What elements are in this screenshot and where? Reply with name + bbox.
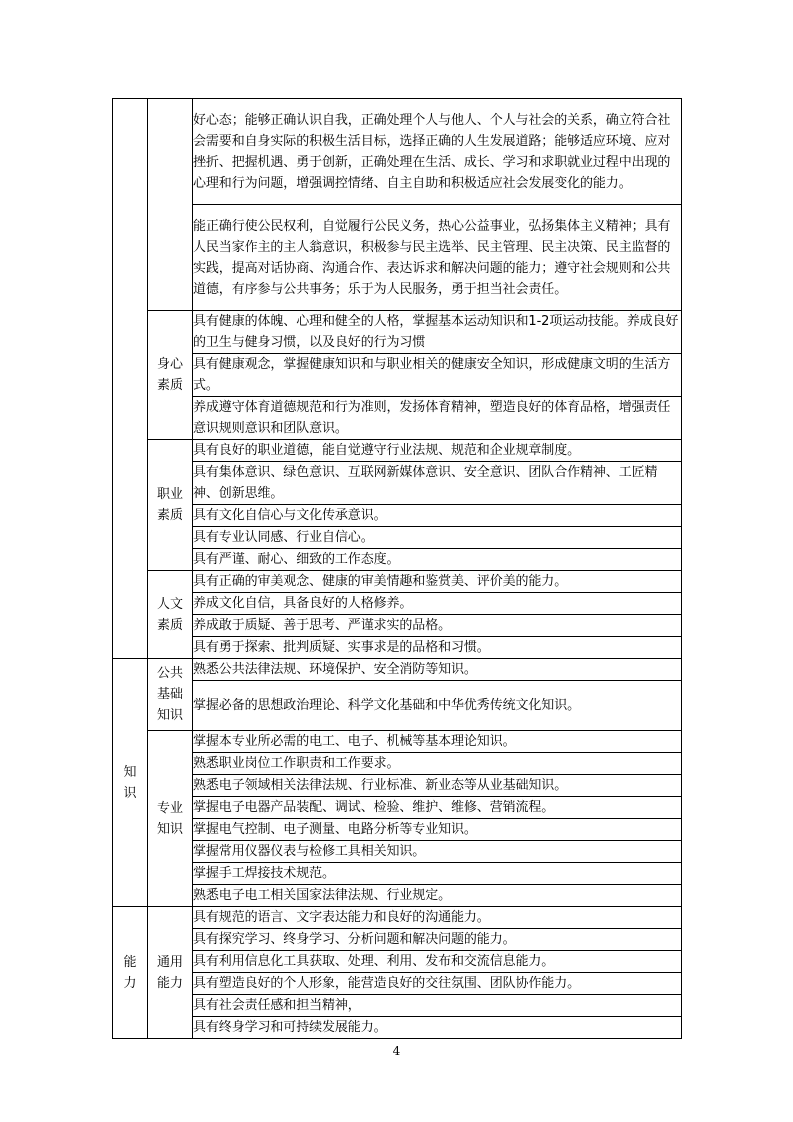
item-cell: 掌握本专业所必需的电工、电子、机械等基本理论知识。 bbox=[193, 731, 682, 753]
subcategory-cell-continued bbox=[148, 99, 193, 311]
table-row bbox=[113, 549, 682, 571]
item-cell: 具有正确的审美观念、健康的审美情趣和鉴赏美、评价美的能力。 bbox=[193, 571, 682, 593]
table-row bbox=[113, 907, 682, 929]
item-cell: 掌握必备的思想政治理论、科学文化基础和中华优秀传统文化知识。 bbox=[193, 681, 682, 731]
item-cell: 好心态；能够正确认识自我，正确处理个人与他人、个人与社会的关系，确立符合社会需要和自身实际的积极生活目标，选择正确的人生发展道路；能够适应环境、应对挫折、把握机遇、勇于创新，正确处理在生活、成长、学习和求职就业过程中出现的心理和行为问题，增强调控情绪、自主自助和积极适应社会发展变化的能力。 bbox=[193, 99, 682, 205]
item-cell: 具有良好的职业道德，能自觉遵守行业法规、规范和企业规章制度。 bbox=[193, 440, 682, 462]
table-row bbox=[113, 571, 682, 593]
subcategory-cell-professional-quality bbox=[148, 440, 193, 571]
table-row bbox=[113, 354, 682, 397]
table-row bbox=[113, 205, 682, 311]
item-cell: 具有健康的体魄、心理和健全的人格，掌握基本运动知识和1-2项运动技能。养成良好的卫生与健身习惯，以及良好的行为习惯 bbox=[193, 311, 682, 354]
subcategory-label: 职业素质 bbox=[157, 487, 184, 523]
item-cell: 熟悉公共法律法规、环境保护、安全消防等知识。 bbox=[193, 659, 682, 681]
table-row bbox=[113, 929, 682, 951]
item-cell: 具有勇于探索、批判质疑、实事求是的品格和习惯。 bbox=[193, 637, 682, 659]
item-cell: 具有社会责任感和担当精神， bbox=[193, 995, 682, 1017]
table-row bbox=[113, 1017, 682, 1039]
item-cell: 具有健康观念，掌握健康知识和与职业相关的健康安全知识，形成健康文明的生活方式。 bbox=[193, 354, 682, 397]
table-row bbox=[113, 731, 682, 753]
item-cell: 掌握常用仪器仪表与检修工具相关知识。 bbox=[193, 841, 682, 863]
subcategory-label: 身心素质 bbox=[157, 357, 184, 393]
table-row bbox=[113, 505, 682, 527]
item-cell: 养成文化自信，具备良好的人格修养。 bbox=[193, 593, 682, 615]
item-cell: 具有塑造良好的个人形象，能营造良好的交往氛围、团队协作能力。 bbox=[193, 973, 682, 995]
table-row bbox=[113, 615, 682, 637]
table-row bbox=[113, 593, 682, 615]
category-cell-quality bbox=[113, 99, 148, 659]
table-row bbox=[113, 775, 682, 797]
item-cell: 熟悉电子电工相关国家法律法规、行业规定。 bbox=[193, 885, 682, 907]
subcategory-cell-physical-quality bbox=[148, 311, 193, 440]
subcategory-cell-humanities-quality bbox=[148, 571, 193, 659]
table-row bbox=[113, 462, 682, 505]
subcategory-cell-general-ability bbox=[148, 907, 193, 1039]
item-cell: 具有终身学习和可持续发展能力。 bbox=[193, 1017, 682, 1039]
subcategory-cell-professional-knowledge bbox=[148, 731, 193, 907]
table-row bbox=[113, 995, 682, 1017]
category-label: 知识 bbox=[123, 764, 137, 801]
table-row bbox=[113, 951, 682, 973]
table-row bbox=[113, 841, 682, 863]
page-number: 4 bbox=[392, 1044, 401, 1058]
item-cell: 具有规范的语言、文字表达能力和良好的沟通能力。 bbox=[193, 907, 682, 929]
table-row bbox=[113, 819, 682, 841]
table-row bbox=[113, 753, 682, 775]
table-row bbox=[113, 885, 682, 907]
item-cell: 具有利用信息化工具获取、处理、利用、发布和交流信息能力。 bbox=[193, 951, 682, 973]
category-label: 能力 bbox=[123, 954, 137, 991]
category-cell-ability bbox=[113, 907, 148, 1039]
requirements-table bbox=[112, 98, 682, 1039]
item-cell: 熟悉电子领域相关法律法规、行业标准、新业态等从业基础知识。 bbox=[193, 775, 682, 797]
table-row bbox=[113, 863, 682, 885]
item-cell: 能正确行使公民权利，自觉履行公民义务，热心公益事业，弘扬集体主义精神；具有人民当家作主的主人翁意识，积极参与民主选举、民主管理、民主决策、民主监督的实践，提高对话协商、沟通合作、表达诉求和解决问题的能力；遵守社会规则和公共道德，有序参与公共事务；乐于为人民服务，勇于担当社会责任。 bbox=[193, 205, 682, 311]
table-row bbox=[113, 440, 682, 462]
item-cell: 具有探究学习、终身学习、分析问题和解决问题的能力。 bbox=[193, 929, 682, 951]
item-cell: 具有集体意识、绿色意识、互联网新媒体意识、安全意识、团队合作精神、工匠精神、创新思维。 bbox=[193, 462, 682, 505]
subcategory-label: 通用能力 bbox=[157, 954, 184, 991]
item-cell: 具有专业认同感、行业自信心。 bbox=[193, 527, 682, 549]
subcategory-cell-public-knowledge bbox=[148, 659, 193, 731]
table-row bbox=[113, 659, 682, 681]
item-cell: 掌握手工焊接技术规范。 bbox=[193, 863, 682, 885]
table-row bbox=[113, 681, 682, 731]
item-cell: 养成遵守体育道德规范和行为准则，发扬体育精神，塑造良好的体育品格，增强责任意识规则意识和团队意识。 bbox=[193, 397, 682, 440]
item-cell: 具有文化自信心与文化传承意识。 bbox=[193, 505, 682, 527]
table-row bbox=[113, 973, 682, 995]
item-cell: 养成敢于质疑、善于思考、严谨求实的品格。 bbox=[193, 615, 682, 637]
subcategory-label: 人文素质 bbox=[157, 596, 184, 633]
table-row bbox=[113, 397, 682, 440]
table-row bbox=[113, 637, 682, 659]
item-cell: 具有严谨、耐心、细致的工作态度。 bbox=[193, 549, 682, 571]
category-cell-knowledge bbox=[113, 659, 148, 907]
item-cell: 掌握电气控制、电子测量、电路分析等专业知识。 bbox=[193, 819, 682, 841]
table-row bbox=[113, 311, 682, 354]
item-cell: 熟悉职业岗位工作职责和工作要求。 bbox=[193, 753, 682, 775]
table-row bbox=[113, 527, 682, 549]
table-row bbox=[113, 797, 682, 819]
item-cell: 掌握电子电器产品装配、调试、检验、维护、维修、营销流程。 bbox=[193, 797, 682, 819]
subcategory-label: 公共基础知识 bbox=[157, 666, 184, 723]
table-row bbox=[113, 99, 682, 205]
subcategory-label: 专业知识 bbox=[157, 800, 184, 837]
